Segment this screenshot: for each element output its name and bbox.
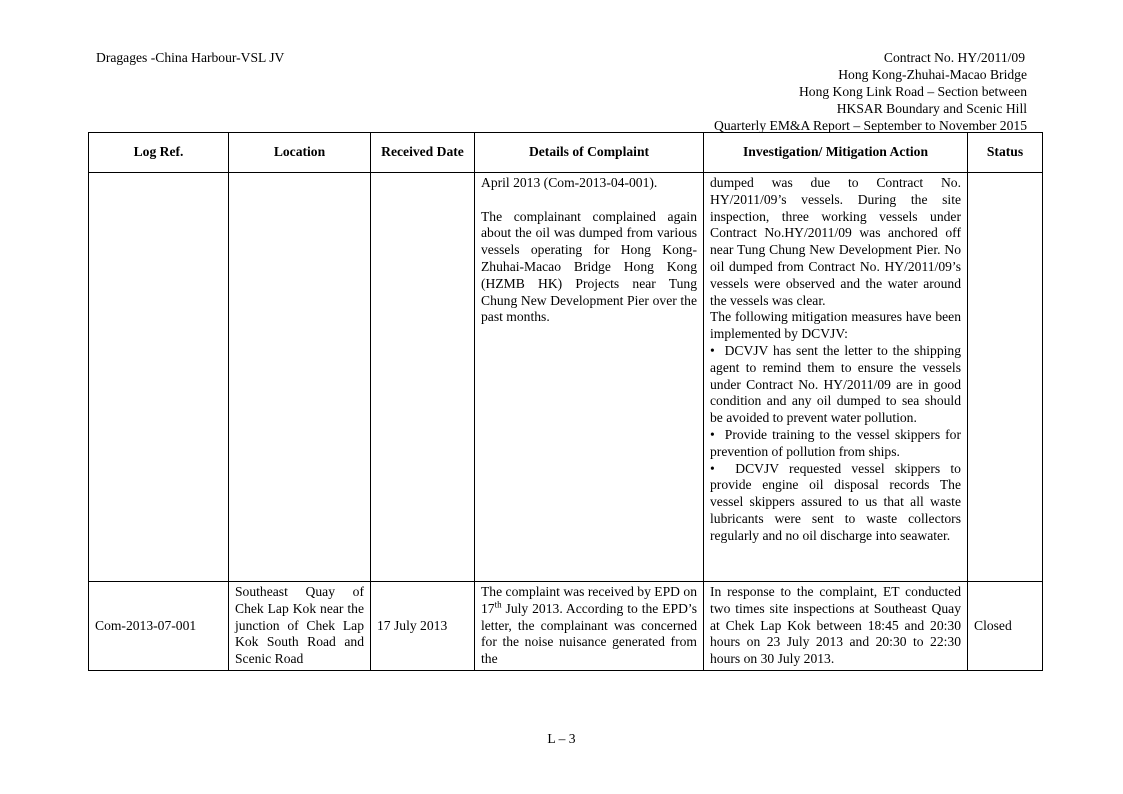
cell-action [704,173,968,582]
header-boundary: HKSAR Boundary and Scenic Hill [836,101,1027,116]
cell-location: Southeast Quay of Chek Lap Kok near the junction of Chek Lap Kok South Road and Scenic Road [229,582,371,671]
action-bullet-3: • DCVJV requested vessel skippers to provide engine oil disposal records The vessel skippers assured to us that all waste lubricants were sent to waste collectors regularly and no oil discharge into seawater. [710,461,961,545]
cell-status: Closed [968,582,1043,671]
details-text-a: The complaint was received by EPD on 17 [481,584,697,616]
table-header-row [89,133,1043,173]
action-bullet-2: • Provide training to the vessel skippers for prevention of pollution from ships. [710,427,961,461]
col-action: Investigation/ Mitigation Action [704,133,968,173]
complaint-log-table [88,132,1043,671]
cell-log-ref [89,173,229,582]
col-log-ref: Log Ref. [89,133,229,173]
page-number: L – 3 [547,731,576,746]
table-row [89,173,1043,582]
col-received-date: Received Date [371,133,475,173]
header-project: Hong Kong-Zhuhai-Macao Bridge [838,67,1027,82]
details-paragraph: The complainant complained again about the oil was dumped from various vessels operating for Hong Kong-Zhuhai-Macao Bridge Hong Kong (HZMB HK) Projects near Tung Chung New Development Pier over the past months. [481,208,697,325]
header-left: Dragages -China Harbour-VSL JV [96,50,285,65]
header-right [627,49,1027,134]
details-superscript: th [494,599,502,610]
cell-log-ref: Com-2013-07-001 [89,582,229,671]
details-continuation: April 2013 (Com-2013-04-001). [481,175,658,190]
col-status: Status [968,133,1043,173]
cell-action: In response to the complaint, ET conducted two times site inspections at Southeast Quay at Chek Lap Kok between 18:45 and 20:30 hours on 23 July 2013 and 20:30 to 22:30 hours on 30 July 2013. [704,582,968,671]
cell-received-date [371,173,475,582]
cell-details [475,173,704,582]
header-report: Quarterly EM&A Report – September to November 2015 [714,118,1027,133]
header-contract: Contract No. HY/2011/09 [883,50,1025,65]
cell-location [229,173,371,582]
header-section: Hong Kong Link Road – Section between [798,84,1027,99]
action-bullet-1: • DCVJV has sent the letter to the shipping agent to remind them to ensure the vessels under Contract No. HY/2011/09 are in good condition and any oil dumped to sea should be avoided to prevent water pollution. [710,343,961,427]
cell-received-date: 17 July 2013 [371,582,475,671]
action-measures-intro: The following mitigation measures have been implemented by DCVJV: [710,309,961,342]
table-row [89,582,1043,671]
col-location: Location [229,133,371,173]
action-paragraph: dumped was due to Contract No. HY/2011/09’s vessels. During the site inspection, three working vessels under Contract No.HY/2011/09 was anchored off near Tung Chung New Development Pier. No oil dumped from Contract No. HY/2011/09’s vessels were observed and the water around the vessels was clear. [710,175,961,308]
cell-details [475,582,704,671]
cell-status [968,173,1043,582]
col-details: Details of Complaint [475,133,704,173]
details-text-b: July 2013. According to the EPD’s letter, the complainant was concerned for the noise nuisance generated from the [481,600,697,667]
